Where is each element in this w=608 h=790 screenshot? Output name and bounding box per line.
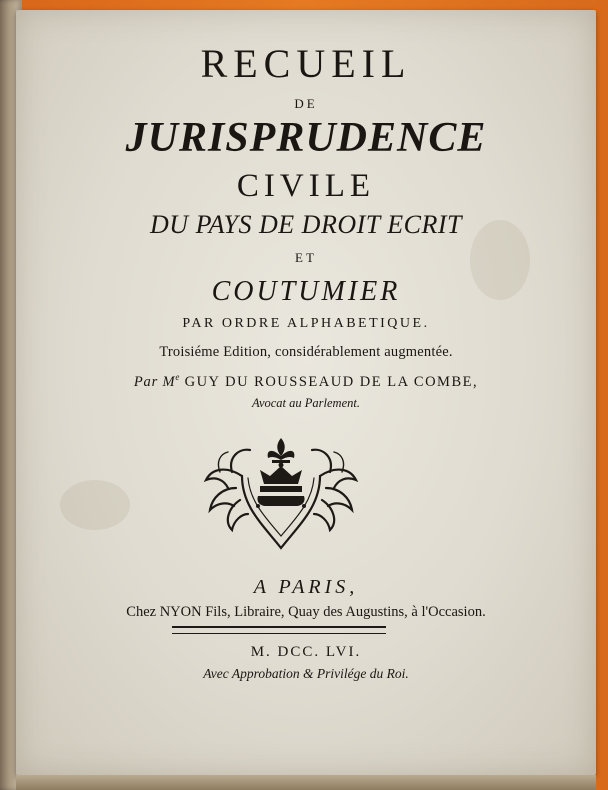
subtitle-ordre: PAR ORDRE ALPHABETIQUE. — [182, 316, 430, 331]
title-de: DE — [294, 96, 318, 111]
imprint-date: M. DCC. LVI. — [250, 644, 362, 660]
author-line — [16, 372, 596, 391]
title-recueil: RECUEIL — [200, 41, 412, 86]
author-name: GUY DU ROUSSEAUD DE LA COMBE, — [184, 373, 479, 390]
crown-fleur-de-lis-vignette-icon — [202, 436, 360, 550]
title-coutumier: COUTUMIER — [211, 276, 401, 307]
imprint-privilege: Avec Approbation & Privilége du Roi. — [203, 666, 409, 681]
imprint-publisher: Chez NYON Fils, Libraire, Quay des Augustins, à l'Occasion. — [126, 604, 486, 620]
author-title: Avocat au Parlement. — [252, 396, 360, 410]
page-bottom-edge — [16, 775, 596, 790]
author-prefix-super: e — [175, 372, 181, 382]
imprint-rule — [172, 626, 386, 634]
title-pays: DU PAYS DE DROIT ECRIT — [150, 210, 462, 239]
author-prefix: Par M — [133, 373, 176, 390]
edition-line: Troisiéme Edition, considérablement augmentée. — [159, 344, 453, 360]
paper-stain — [60, 480, 130, 530]
imprint-place: A PARIS, — [253, 576, 359, 598]
title-civile: CIVILE — [236, 168, 376, 204]
title-et: ET — [295, 250, 317, 265]
title-jurisprudence: JURISPRUDENCE — [125, 115, 487, 161]
